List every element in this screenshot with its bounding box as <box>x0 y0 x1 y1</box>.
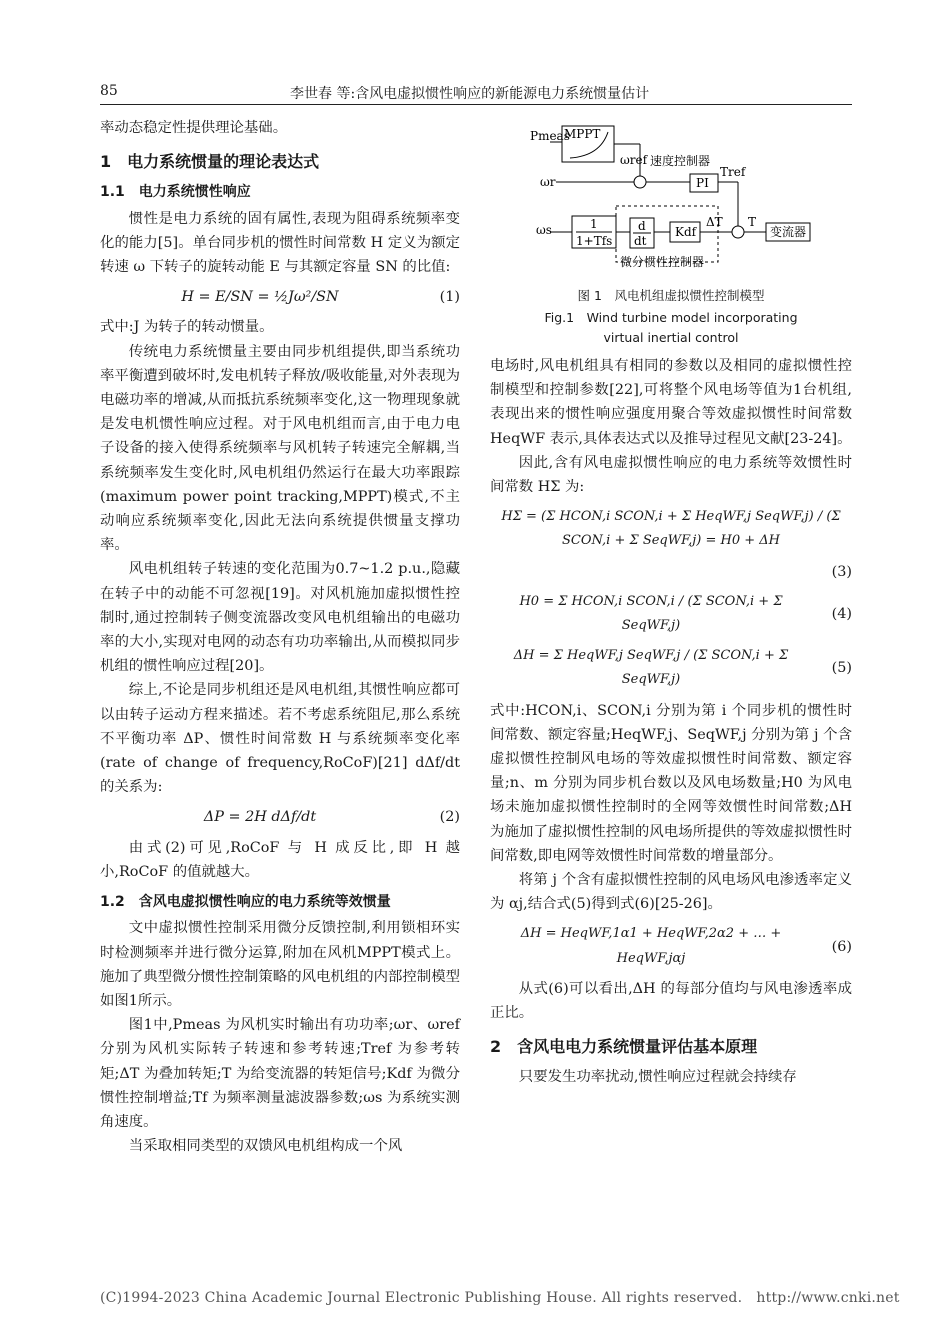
figure-caption-en-1: Fig.1 Wind turbine model incorporating <box>544 310 798 325</box>
mppt-label: MPPT <box>564 127 601 141</box>
page-number: 85 <box>100 83 118 99</box>
paragraph: 风电机组转子转速的变化范围为0.7~1.2 p.u.,隐藏在转子中的动能不可忽视[19]。对风机施加虚拟惯性控制时,通过控制转子侧变流器改变风电机组输出的电磁功率的大小,实现对电网的动态有功功率输出,从而模拟同步机组的惯性响应过程[20]。 <box>100 561 460 675</box>
paragraph: 文中虚拟惯性控制采用微分反馈控制,利用锁相环实时检测频率并进行微分运算,附加在风机MPPT模式上。施加了典型微分惯性控制策略的风电机组的内部控制模型如图1所示。 <box>100 920 460 1009</box>
intro-line: 率动态稳定性提供理论基础。 <box>100 120 288 136</box>
right-column <box>490 354 852 1090</box>
omega-ref-label: ωref <box>620 153 648 167</box>
equation-5-number: (5) <box>831 660 852 677</box>
t-label: T <box>748 215 757 229</box>
running-title: 李世春 等:含风电虚拟惯性响应的新能源电力系统惯量估计 <box>290 86 650 102</box>
delta-t-label: ΔT <box>706 215 723 229</box>
figure-caption-cn: 图 1 风电机组虚拟惯性控制模型 <box>577 288 765 303</box>
equation-6-number: (6) <box>831 938 852 955</box>
paragraph: 由式(2)可见,RoCoF 与 H 成反比,即 H 越小,RoCoF 的值就越大。 <box>100 839 460 880</box>
equation-2-body: ΔP = 2H dΔf/dt <box>203 809 317 826</box>
header-rule <box>100 104 852 105</box>
equation-2 <box>100 805 460 829</box>
figure-caption-en-2: virtual inertial control <box>603 330 739 345</box>
equation-4 <box>490 590 852 638</box>
section-1-2-heading: 1.2 含风电虚拟惯性响应的电力系统等效惯量 <box>100 894 391 911</box>
equation-3 <box>490 505 852 553</box>
t-ref-label: Tref <box>720 165 746 179</box>
equation-3-number: (3) <box>831 563 852 580</box>
paragraph: 式中:HCON,i、SCON,i 分别为第 i 个同步机的惯性时间常数、额定容量;HeqWF,j、SeqWF,j 分别为第 j 个含虚拟惯性控制风电场的等效虚拟惯性时间常数、额定容量;n、m 分别为同步机台数以及风电场数量;H0 为风电场未施加虚拟惯性控制时的全网等效惯性时间常数;ΔH 为施加了虚拟惯性控制的风电场所提供的等效虚拟惯性时间常数,即电网等效惯性时间常数的增量部分。 <box>490 702 852 864</box>
derivative-denominator: dt <box>634 234 647 248</box>
p-meas-label: Pmeas <box>530 129 570 143</box>
equation-1-body: H = E/SN = ½Jω²/SN <box>181 289 339 306</box>
sum-junction-2 <box>732 226 744 238</box>
converter-label: 变流器 <box>770 225 807 239</box>
left-column <box>100 116 460 1158</box>
filter-numerator: 1 <box>590 217 598 231</box>
equation-6 <box>490 922 852 970</box>
section-1-heading: 1 电力系统惯量的理论表达式 <box>100 152 320 172</box>
equation-1 <box>100 285 460 309</box>
inertial-ctrl-label: 微分惯性控制器 <box>620 255 705 269</box>
equation-4-number: (4) <box>831 605 852 622</box>
filter-denominator: 1+Tfs <box>576 234 613 248</box>
paragraph: 因此,含有风电虚拟惯性响应的电力系统等效惯性时间常数 HΣ 为: <box>490 454 852 496</box>
paragraph: 图1中,Pmeas 为风机实时输出有功功率;ωr、ωref 分别为风机实际转子转速和参考转速;Tref 为参考转矩;ΔT 为叠加转矩;T 为给变流器的转矩信号;Kdf 为微分惯性控制增益;Tf 为频率测量滤波器参数;ωs 为系统实测角速度。 <box>100 1017 460 1130</box>
paragraph: 传统电力系统惯量主要由同步机组提供,即当系统功率平衡遭到破坏时,发电机转子释放/吸收能量,对外表现为电磁功率的增减,从而抵抗系统频率变化,这一物理现象就是发电机惯性响应过程。对于风电机组而言,由于电力电子设备的接入使得系统频率与风机转子转速完全解耦,当系统频率发生变化时,风电机组仍然运行在最大功率跟踪(maximum power point tracking,MPPT)模式,不主动响应系统频率变化,因此无法向系统提供惯量支撑功率。 <box>100 343 460 554</box>
figure-1-diagram <box>520 120 840 280</box>
section-1-1-heading: 1.1 电力系统惯性响应 <box>100 184 251 201</box>
speed-ctrl-label: 速度控制器 <box>650 154 711 168</box>
paragraph: 惯性是电力系统的固有属性,表现为阻碍系统频率变化的能力[5]。单台同步机的惯性时间常数 H 定义为额定转速 ω 下转子的旋转动能 E 与其额定容量 SN 的比值: <box>100 210 460 276</box>
equation-6-body: ΔH = HeqWF,1α1 + HeqWF,2α2 + … + HeqWF,jαj <box>520 926 782 966</box>
paragraph: 将第 j 个含有虚拟惯性控制的风电场风电渗透率定义为 αj,结合式(5)得到式(6)[25-26]。 <box>490 872 852 913</box>
equation-3-number-row <box>490 560 852 584</box>
paragraph: 只要发生功率扰动,惯性响应过程就会持续存 <box>518 1069 797 1086</box>
paragraph: 从式(6)可以看出,ΔH 的每部分值均与风电渗透率成正比。 <box>490 980 852 1022</box>
equation-3-body: HΣ = (Σ HCON,i SCON,i + Σ HeqWF,j SeqWF,j) / (Σ SCON,i + Σ SeqWF,j) = H0 + ΔH <box>501 509 841 549</box>
copyright-footer: (C)1994-2023 China Academic Journal Electronic Publishing House. All rights reserved. http://www.cnki.net <box>100 1290 900 1306</box>
paragraph: 综上,不论是同步机组还是风电机组,其惯性响应都可以由转子运动方程来描述。若不考虑系统阻尼,那么系统不平衡功率 ΔP、惯性时间常数 H 与系统频率变化率(rate of change of frequency,RoCoF)[21] dΔf/dt 的关系为: <box>100 682 460 796</box>
derivative-numerator: d <box>638 219 646 233</box>
equation-5-body: ΔH = Σ HeqWF,j SeqWF,j / (Σ SCON,i + Σ SeqWF,j) <box>513 648 789 688</box>
equation-5 <box>490 644 852 692</box>
section-2-heading: 2 含风电电力系统惯量评估基本原理 <box>490 1037 758 1057</box>
omega-r-label: ωr <box>540 175 556 189</box>
pi-label: PI <box>696 176 709 190</box>
sum-junction-1 <box>634 176 646 188</box>
omega-s-label: ωs <box>536 223 552 237</box>
paragraph: 当采取相同类型的双馈风电机组构成一个风 <box>128 1138 403 1155</box>
equation-4-body: H0 = Σ HCON,i SCON,i / (Σ SCON,i + Σ SeqWF,j) <box>519 593 783 634</box>
equation-2-number: (2) <box>439 809 460 826</box>
kdf-label: Kdf <box>675 225 697 239</box>
paragraph: 电场时,风电机组具有相同的参数以及相同的虚拟惯性控制模型和控制参数[22],可将整个风电场等值为1台机组,表现出来的惯性响应强度用聚合等效虚拟惯性时间常数 HeqWF 表示,具体表达式以及推导过程见文献[23-24]。 <box>490 358 852 447</box>
equation-1-number: (1) <box>439 289 460 306</box>
paragraph: 式中:J 为转子的转动惯量。 <box>100 319 274 336</box>
